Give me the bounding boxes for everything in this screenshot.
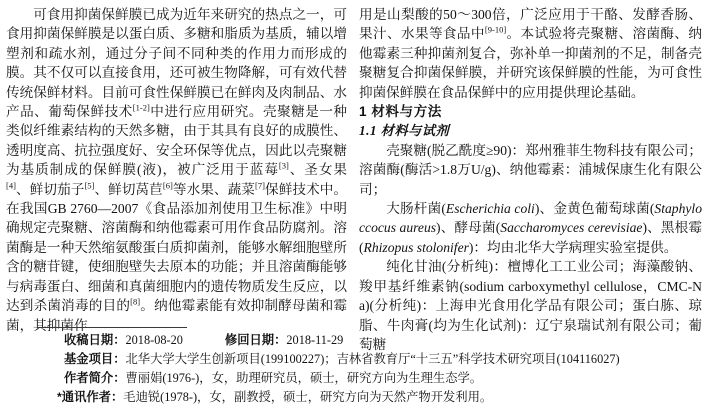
text-run: 毛迪锐(1978-)，女，副教授，硕士，研究方向为天然产物开发利用。 (123, 390, 493, 404)
latin-species-name: Escherichia coli (445, 201, 535, 217)
citation-superscript: [1-2] (132, 102, 150, 113)
latin-species-name: Rhizopus stolonifer (363, 239, 469, 255)
footnote-separator-rule (37, 327, 187, 328)
citation-superscript: [4] (6, 180, 16, 191)
citation-superscript: [8] (130, 296, 141, 307)
intro-paragraph (6, 5, 347, 335)
citation-superscript: [6] (162, 180, 173, 191)
text-run: 2018-08-20 (125, 333, 183, 347)
citation-superscript: [5] (84, 180, 95, 191)
section-heading-materials-methods (359, 102, 702, 121)
author-bio-line (64, 369, 706, 388)
right-text-column (359, 5, 702, 354)
footnote-label: 收稿日期： (64, 333, 126, 347)
continuation-paragraph (359, 5, 702, 102)
footnote-label: *通讯作者： (57, 390, 124, 404)
text-run: 。本试验将壳聚糖、溶菌酶、纳他霉素三种抑菌剂复合，弥补单一抑菌剂的不足，制备壳聚糖复合抑菌保鲜膜，并研究该保鲜膜的性能，为可食性抑菌保鲜膜在食品保鲜中的应用提供理论基础。 (359, 26, 703, 100)
citation-superscript: [3] (278, 160, 289, 171)
text-run: 、鲜切莴苣 (94, 181, 163, 197)
text-run: 大肠杆菌( (386, 201, 446, 217)
text-run: 1.1 材料与试剂 (359, 123, 450, 139)
text-run: 、鲜切茄子 (15, 181, 85, 197)
reagents-paragraph-1 (359, 141, 702, 199)
text-run: 曹丽娟(1976-)，女，助理研究员，硕士，研究方向为生理生态学。 (125, 371, 483, 385)
footnote-label: 基金项目： (64, 352, 126, 366)
dates-line (64, 331, 706, 350)
footnote-lines (0, 331, 706, 407)
text-run: 。纳他霉素能有效抑制酵母菌和霉菌，其抑菌作 (6, 298, 348, 333)
latin-species-name: Saccharomyces cerevisiae (500, 220, 643, 236)
text-run: 、圣女果 (288, 162, 347, 178)
text-run: 保鲜技术中。在我国GB 2760—2007《食品添加剂使用卫生标准》中明确规定壳聚糖、溶菌酶和纳他霉素可用作食品防腐剂。溶菌酶是一种天然缩氨酸蛋白质抑菌剂，能够水解细胞壁所含的糖苷键，使细胞壁失去原本的功能；并且溶菌酶能够与病毒蛋白、细菌和真菌细胞内的遗传物质发生反应，以达到杀菌消毒的目的 (6, 181, 348, 314)
text-run: 中进行应用研究。壳聚糖是一种类似纤维素结构的天然多糖，由于其具有良好的成膜性、透明度高、抗拉强度好、安全环保等优点，因此以壳聚糖为基质制成的保鲜膜(液)，被广泛用于蓝莓 (6, 104, 348, 178)
text-run: 壳聚糖(脱乙酰度≥90)：郑州雅菲生物科技有限公司；溶菌酶(酶活>1.8万U/g)、纳他霉素：浦城保康生化有限公司； (359, 142, 702, 197)
subsection-heading-materials-reagents (359, 121, 702, 140)
text-run: 2018-11-29 (286, 333, 344, 347)
text-run: 北华大学大学生创新项目(199100227)；吉林省教育厅“十三五”科学技术研究项目(104116027) (125, 352, 620, 366)
text-run: )、金黄色葡萄球菌( (534, 201, 655, 217)
corresponding-author-line (57, 388, 706, 407)
text-run: )、酵母菌( (436, 220, 501, 236)
text-run: )、黑根霉( (359, 220, 702, 255)
citation-superscript: [7] (255, 180, 265, 191)
funding-line (64, 350, 706, 369)
latin-species-name: Staphyloccocus aureus (359, 201, 702, 236)
footnote-label: 修回日期： (224, 333, 287, 347)
text-run: 可食用抑菌保鲜膜已成为近年来研究的热点之一，可食用抑菌保鲜膜是以蛋白质、多糖和脂质为基质，辅以增塑剂和疏水剂，通过分子间不同种类的作用力而形成的膜。其不仅可以直接食用，还可被生物降解，可有效代替传统保鲜材料。目前可食性保鲜膜已在鲜肉及肉制品、水产品、葡萄保鲜技术 (6, 7, 347, 120)
text-run: 纯化甘油(分析纯)：檀博化工工业公司；海藻酸钠、羧甲基纤维素钠(sodium carboxymethyl cellulose，CMC-Na)(分析纯)：上海申光食用化学品有限公司；蛋白胨、琼脂、牛肉膏(均为生化试剂)：辽宁泉瑞试剂有限公司；葡萄糖 (359, 259, 702, 352)
text-run: 1 材料与方法 (359, 104, 442, 120)
text-run: 用是山梨酸的50～300倍，广泛应用于干酪、发酵香肠、果汁、水果等食品中 (359, 7, 702, 42)
text-run: 等水果、蔬菜 (172, 181, 255, 197)
citation-superscript: [9-10] (484, 24, 507, 35)
strains-paragraph (359, 199, 702, 257)
text-run: )：均由北华大学病理实验室提供。 (468, 239, 678, 255)
footnote-block (0, 327, 706, 407)
footnote-label: 作者简介： (64, 371, 126, 385)
left-text-column (6, 5, 347, 335)
